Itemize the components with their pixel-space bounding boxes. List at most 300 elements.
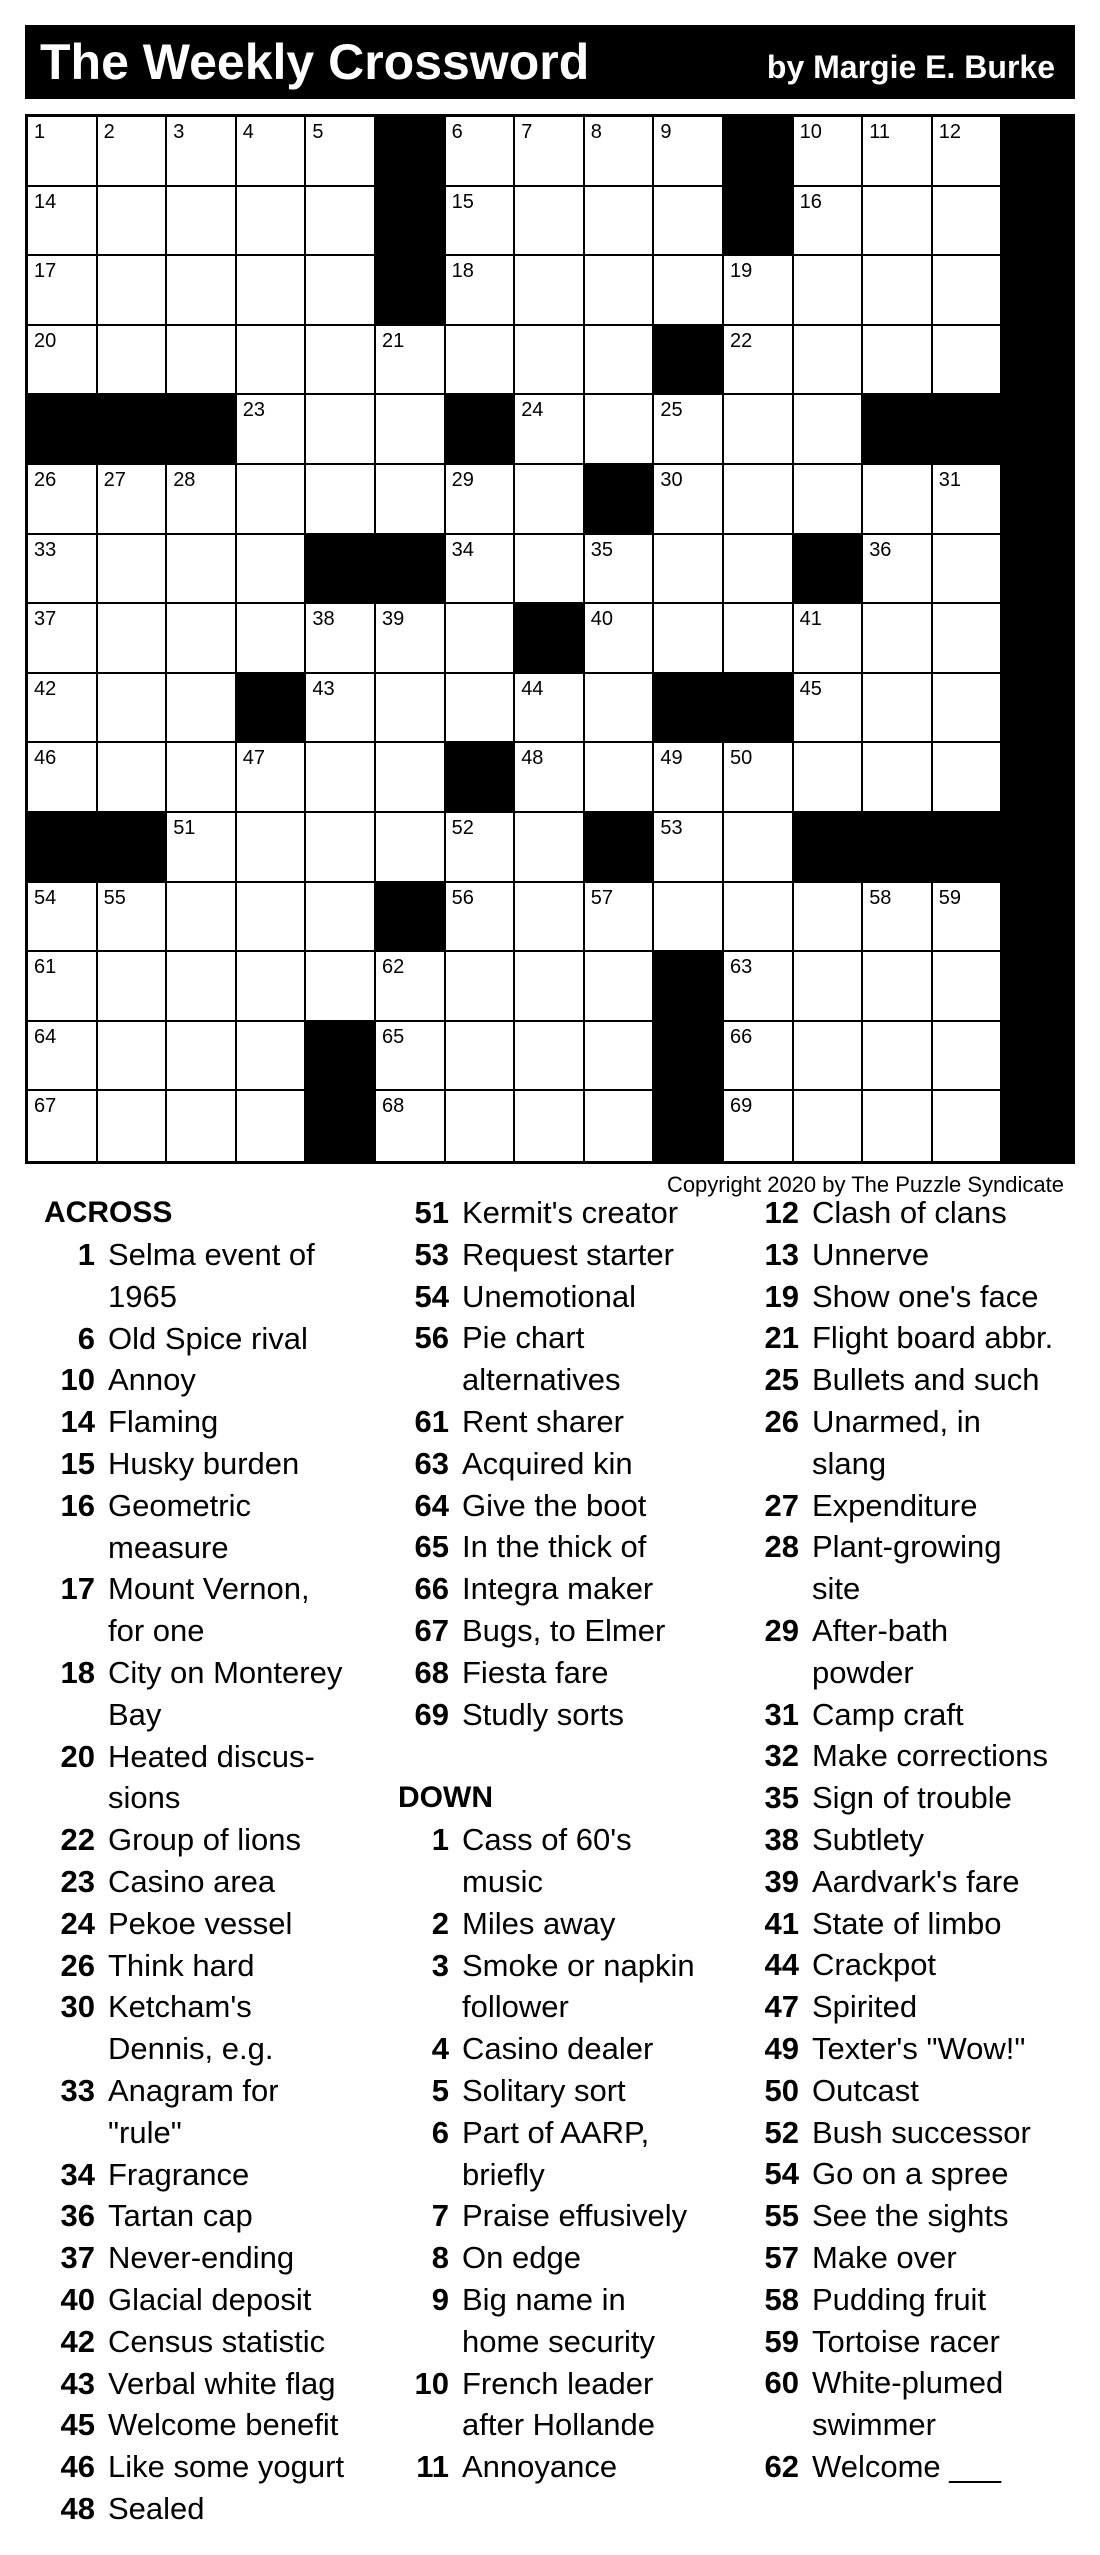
grid-cell[interactable] xyxy=(863,326,933,396)
grid-cell[interactable] xyxy=(98,952,168,1022)
cell-number: 37 xyxy=(34,608,57,631)
grid-cell[interactable] xyxy=(933,1091,1003,1161)
grid-cell[interactable] xyxy=(306,813,376,883)
grid-cell[interactable] xyxy=(446,535,516,605)
clue-text xyxy=(812,1401,1090,1485)
grid-cell[interactable] xyxy=(863,117,933,187)
clue-text xyxy=(462,1652,740,1694)
clue-text-line: Welcome benefit xyxy=(108,2407,339,2443)
grid-cell[interactable] xyxy=(515,813,585,883)
grid-cell[interactable] xyxy=(863,743,933,813)
clue-text xyxy=(108,2446,386,2488)
grid-cell[interactable] xyxy=(237,1091,307,1161)
grid-cell[interactable] xyxy=(585,535,655,605)
grid-cell[interactable] xyxy=(28,117,98,187)
grid-cell[interactable] xyxy=(167,465,237,535)
grid-cell[interactable] xyxy=(98,674,168,744)
clue-item xyxy=(740,1861,1090,1903)
grid-cell-black xyxy=(376,117,446,187)
grid-cell[interactable] xyxy=(515,187,585,257)
clue-item xyxy=(36,1945,386,1987)
grid-cell[interactable] xyxy=(654,256,724,326)
grid-cell[interactable] xyxy=(446,117,516,187)
grid-cell[interactable] xyxy=(585,1022,655,1092)
grid-cell[interactable] xyxy=(237,1022,307,1092)
grid-cell[interactable] xyxy=(654,117,724,187)
cell-number: 57 xyxy=(590,886,614,909)
grid-cell[interactable] xyxy=(794,1091,864,1161)
grid-cell[interactable] xyxy=(28,743,98,813)
grid-cell[interactable] xyxy=(724,395,794,465)
grid-cell[interactable] xyxy=(167,326,237,396)
grid-cell[interactable] xyxy=(446,326,516,396)
clue-text xyxy=(462,1317,740,1401)
clue-number: 57 xyxy=(764,2239,799,2275)
cell-number: 18 xyxy=(451,260,474,283)
grid-cell[interactable] xyxy=(515,743,585,813)
clue-item xyxy=(390,2195,740,2237)
grid-cell[interactable] xyxy=(376,326,446,396)
clue-text xyxy=(108,1945,386,1987)
grid-cell[interactable] xyxy=(863,883,933,953)
grid-cell[interactable] xyxy=(98,1091,168,1161)
grid-cell[interactable] xyxy=(724,604,794,674)
grid-cell[interactable] xyxy=(446,1022,516,1092)
clue-item xyxy=(740,1192,1090,1234)
grid-cell[interactable] xyxy=(863,465,933,535)
cell-number: 36 xyxy=(869,538,892,561)
grid-cell[interactable] xyxy=(446,813,516,883)
clue-number: 41 xyxy=(764,1905,799,1941)
clue-number: 58 xyxy=(764,2281,799,2317)
clue-text-line: Plant-growing xyxy=(812,1529,1002,1565)
grid-cell[interactable] xyxy=(585,1091,655,1161)
grid-cell-black xyxy=(585,813,655,883)
clue-item xyxy=(740,1276,1090,1318)
grid-cell[interactable] xyxy=(654,395,724,465)
grid-cell[interactable] xyxy=(933,187,1003,257)
grid-cell[interactable] xyxy=(28,674,98,744)
grid-cell[interactable] xyxy=(98,1022,168,1092)
grid-cell[interactable] xyxy=(585,326,655,396)
clue-number: 37 xyxy=(60,2240,95,2276)
cell-number: 39 xyxy=(382,608,405,631)
puzzle-title: The Weekly Crossword xyxy=(40,34,590,90)
grid-cell-black xyxy=(724,117,794,187)
grid-cell[interactable] xyxy=(306,256,376,326)
grid-cell[interactable] xyxy=(724,326,794,396)
grid-cell[interactable] xyxy=(446,604,516,674)
grid-cell[interactable] xyxy=(515,535,585,605)
grid-cell[interactable] xyxy=(446,952,516,1022)
grid-cell[interactable] xyxy=(794,326,864,396)
grid-cell[interactable] xyxy=(933,326,1003,396)
clue-text-line: Solitary sort xyxy=(462,2072,626,2108)
clue-number: 28 xyxy=(764,1529,799,1565)
grid-cell[interactable] xyxy=(933,604,1003,674)
clue-text xyxy=(812,2070,1090,2112)
grid-cell[interactable] xyxy=(237,465,307,535)
grid-cell[interactable] xyxy=(515,465,585,535)
grid-cell[interactable] xyxy=(237,883,307,953)
clue-number: 52 xyxy=(764,2114,799,2150)
grid-cell[interactable] xyxy=(98,604,168,674)
grid-cell[interactable] xyxy=(98,535,168,605)
clue-text-line: Request starter xyxy=(462,1236,674,1272)
cell-number: 69 xyxy=(730,1095,753,1118)
clue-text-line: Sign of trouble xyxy=(812,1780,1012,1816)
grid-cell[interactable] xyxy=(585,743,655,813)
clue-item xyxy=(740,1735,1090,1777)
grid-cell[interactable] xyxy=(28,465,98,535)
clue-text-line: Annoy xyxy=(108,1362,196,1398)
clue-text-line: Flaming xyxy=(108,1404,219,1440)
grid-cell[interactable] xyxy=(933,256,1003,326)
clue-number: 18 xyxy=(60,1654,95,1690)
clue-item xyxy=(390,1694,740,1736)
grid-cell[interactable] xyxy=(167,604,237,674)
grid-cell[interactable] xyxy=(376,395,446,465)
grid-cell[interactable] xyxy=(794,187,864,257)
grid-cell[interactable] xyxy=(98,326,168,396)
grid-cell[interactable] xyxy=(167,1022,237,1092)
grid-cell[interactable] xyxy=(28,256,98,326)
grid-cell[interactable] xyxy=(28,1091,98,1161)
grid-cell[interactable] xyxy=(515,883,585,953)
clue-text xyxy=(108,2237,386,2279)
clue-text-line: Studly sorts xyxy=(462,1696,624,1732)
clue-text xyxy=(812,1317,1090,1359)
clue-item xyxy=(390,1401,740,1443)
clue-item xyxy=(36,1568,386,1652)
clue-column-3 xyxy=(740,1192,1090,2488)
grid-cell[interactable] xyxy=(446,1091,516,1161)
grid-cell[interactable] xyxy=(585,952,655,1022)
clue-number: 3 xyxy=(431,1947,449,1983)
grid-cell[interactable] xyxy=(794,952,864,1022)
grid-cell[interactable] xyxy=(98,465,168,535)
grid-cell[interactable] xyxy=(306,743,376,813)
clue-text-line: Verbal white flag xyxy=(108,2365,336,2401)
cell-number: 11 xyxy=(869,121,890,143)
grid-cell[interactable] xyxy=(933,535,1003,605)
clue-text-line: Ketcham's xyxy=(108,1989,252,2025)
grid-cell[interactable] xyxy=(237,813,307,883)
grid-cell[interactable] xyxy=(585,395,655,465)
grid-cell[interactable] xyxy=(306,883,376,953)
clue-text-line: State of limbo xyxy=(812,1905,1002,1941)
clue-text xyxy=(462,1610,740,1652)
grid-cell[interactable] xyxy=(585,604,655,674)
grid-cell[interactable] xyxy=(654,535,724,605)
grid-cell[interactable] xyxy=(585,187,655,257)
grid-cell[interactable] xyxy=(446,187,516,257)
grid-cell[interactable] xyxy=(794,465,864,535)
grid-cell[interactable] xyxy=(585,117,655,187)
clue-item xyxy=(740,2028,1090,2070)
clue-text xyxy=(462,1276,740,1318)
grid-cell[interactable] xyxy=(237,117,307,187)
grid-cell[interactable] xyxy=(306,395,376,465)
grid-cell[interactable] xyxy=(724,952,794,1022)
grid-cell[interactable] xyxy=(794,883,864,953)
grid-cell[interactable] xyxy=(446,674,516,744)
grid-cell[interactable] xyxy=(515,395,585,465)
grid-cell[interactable] xyxy=(167,743,237,813)
clue-item xyxy=(390,1317,740,1401)
clue-text-line: Glacial deposit xyxy=(108,2281,312,2317)
grid-cell[interactable] xyxy=(724,256,794,326)
grid-cell[interactable] xyxy=(376,952,446,1022)
clue-number: 8 xyxy=(431,2240,449,2276)
clue-text xyxy=(108,2404,386,2446)
clue-text xyxy=(812,1610,1090,1694)
clue-text-line: Old Spice rival xyxy=(108,1320,308,1356)
clue-text-line: Group of lions xyxy=(108,1822,301,1858)
grid-cell[interactable] xyxy=(376,1022,446,1092)
grid-cell[interactable] xyxy=(167,952,237,1022)
grid-cell-black xyxy=(724,187,794,257)
grid-cell[interactable] xyxy=(654,743,724,813)
grid-cell[interactable] xyxy=(654,883,724,953)
clue-item xyxy=(390,2363,740,2447)
clue-text xyxy=(812,1694,1090,1736)
grid-cell[interactable] xyxy=(794,256,864,326)
grid-cell[interactable] xyxy=(446,465,516,535)
grid-cell[interactable] xyxy=(376,813,446,883)
cell-number: 31 xyxy=(938,469,962,491)
clue-text xyxy=(462,2237,740,2279)
clue-number: 68 xyxy=(414,1654,449,1690)
clue-item xyxy=(390,1443,740,1485)
grid-cell[interactable] xyxy=(167,256,237,326)
grid-cell[interactable] xyxy=(863,674,933,744)
clue-text xyxy=(812,1485,1090,1527)
grid-cell[interactable] xyxy=(515,117,585,187)
grid-cell[interactable] xyxy=(237,952,307,1022)
grid-cell[interactable] xyxy=(237,395,307,465)
grid-cell[interactable] xyxy=(863,1091,933,1161)
clue-number: 24 xyxy=(60,1905,95,1941)
clue-number: 40 xyxy=(60,2281,95,2317)
grid-cell[interactable] xyxy=(794,604,864,674)
clue-item xyxy=(36,2279,386,2321)
grid-cell[interactable] xyxy=(724,535,794,605)
grid-cell[interactable] xyxy=(237,187,307,257)
clue-item xyxy=(740,1234,1090,1276)
grid-cell[interactable] xyxy=(863,256,933,326)
clue-text xyxy=(462,1192,740,1234)
grid-cell[interactable] xyxy=(654,465,724,535)
grid-cell[interactable] xyxy=(863,952,933,1022)
grid-cell[interactable] xyxy=(306,674,376,744)
cell-number: 27 xyxy=(103,469,126,491)
clue-text xyxy=(108,2279,386,2321)
grid-cell[interactable] xyxy=(515,256,585,326)
grid-cell[interactable] xyxy=(376,674,446,744)
grid-cell[interactable] xyxy=(28,952,98,1022)
cell-number: 61 xyxy=(34,956,57,979)
grid-cell[interactable] xyxy=(237,535,307,605)
clue-item xyxy=(740,2112,1090,2154)
grid-cell-black xyxy=(98,395,168,465)
clue-number: 6 xyxy=(77,1320,95,1356)
grid-cell[interactable] xyxy=(306,465,376,535)
grid-cell[interactable] xyxy=(794,1022,864,1092)
grid-cell[interactable] xyxy=(654,187,724,257)
clue-text-line: Crackpot xyxy=(812,1947,937,1983)
grid-cell[interactable] xyxy=(98,883,168,953)
grid-cell[interactable] xyxy=(724,813,794,883)
grid-cell[interactable] xyxy=(933,743,1003,813)
grid-cell[interactable] xyxy=(98,117,168,187)
grid-cell[interactable] xyxy=(515,674,585,744)
grid-cell[interactable] xyxy=(167,117,237,187)
cell-number: 17 xyxy=(34,260,57,283)
grid-cell[interactable] xyxy=(306,117,376,187)
clue-number: 29 xyxy=(764,1612,799,1648)
grid-cell-black xyxy=(654,326,724,396)
grid-cell[interactable] xyxy=(167,674,237,744)
grid-cell[interactable] xyxy=(237,604,307,674)
grid-cell[interactable] xyxy=(585,674,655,744)
clue-text xyxy=(462,1694,740,1736)
grid-cell[interactable] xyxy=(28,604,98,674)
clue-number: 43 xyxy=(60,2365,95,2401)
grid-cell[interactable] xyxy=(724,743,794,813)
clue-item xyxy=(740,2153,1090,2195)
grid-cell[interactable] xyxy=(376,604,446,674)
grid-cell[interactable] xyxy=(654,604,724,674)
grid-cell[interactable] xyxy=(863,1022,933,1092)
clue-text-line: Tortoise racer xyxy=(812,2323,1000,2359)
grid-cell[interactable] xyxy=(863,187,933,257)
grid-cell[interactable] xyxy=(28,326,98,396)
grid-cell-black xyxy=(306,1022,376,1092)
grid-cell[interactable] xyxy=(306,326,376,396)
grid-cell[interactable] xyxy=(933,674,1003,744)
grid-cell[interactable] xyxy=(933,1022,1003,1092)
grid-cell[interactable] xyxy=(863,535,933,605)
grid-cell[interactable] xyxy=(933,465,1003,535)
grid-cell[interactable] xyxy=(794,117,864,187)
grid-cell[interactable] xyxy=(446,883,516,953)
clue-text xyxy=(462,2279,740,2363)
grid-cell-black xyxy=(446,743,516,813)
clue-text xyxy=(462,2070,740,2112)
grid-cell[interactable] xyxy=(237,743,307,813)
grid-cell[interactable] xyxy=(306,952,376,1022)
grid-cell[interactable] xyxy=(28,535,98,605)
grid-cell[interactable] xyxy=(585,883,655,953)
grid-cell[interactable] xyxy=(724,465,794,535)
cell-number: 8 xyxy=(590,121,602,143)
grid-cell[interactable] xyxy=(98,187,168,257)
cell-number: 48 xyxy=(521,747,544,770)
grid-cell[interactable] xyxy=(167,187,237,257)
clue-text-line: Make over xyxy=(812,2239,957,2275)
grid-cell[interactable] xyxy=(376,1091,446,1161)
grid-cell-black xyxy=(1002,187,1072,257)
grid-cell[interactable] xyxy=(515,326,585,396)
grid-cell[interactable] xyxy=(794,674,864,744)
grid-cell[interactable] xyxy=(167,1091,237,1161)
grid-cell[interactable] xyxy=(933,883,1003,953)
grid-cell[interactable] xyxy=(28,1022,98,1092)
grid-cell[interactable] xyxy=(376,743,446,813)
clue-item xyxy=(390,2237,740,2279)
grid-cell[interactable] xyxy=(167,883,237,953)
grid-cell[interactable] xyxy=(515,952,585,1022)
grid-cell[interactable] xyxy=(515,1091,585,1161)
clue-text-line: Show one's face xyxy=(812,1278,1039,1314)
grid-cell-black xyxy=(376,883,446,953)
clue-item xyxy=(740,1694,1090,1736)
grid-cell[interactable] xyxy=(98,743,168,813)
clue-number: 1 xyxy=(431,1822,449,1858)
grid-cell[interactable] xyxy=(724,1022,794,1092)
clue-item xyxy=(740,1903,1090,1945)
grid-cell[interactable] xyxy=(237,256,307,326)
clue-item xyxy=(36,2446,386,2488)
grid-cell[interactable] xyxy=(933,952,1003,1022)
grid-cell[interactable] xyxy=(237,326,307,396)
grid-cell[interactable] xyxy=(376,465,446,535)
grid-cell[interactable] xyxy=(794,395,864,465)
grid-cell[interactable] xyxy=(515,1022,585,1092)
clue-item xyxy=(36,2154,386,2196)
clue-text-line: Unnerve xyxy=(812,1236,930,1272)
clue-item xyxy=(740,2321,1090,2363)
clue-item xyxy=(740,1610,1090,1694)
grid-cell[interactable] xyxy=(98,256,168,326)
clue-text xyxy=(108,1819,386,1861)
clue-text xyxy=(812,2279,1090,2321)
grid-cell[interactable] xyxy=(28,883,98,953)
clue-item xyxy=(36,2363,386,2405)
grid-cell[interactable] xyxy=(167,813,237,883)
grid-cell[interactable] xyxy=(724,1091,794,1161)
grid-cell[interactable] xyxy=(585,256,655,326)
grid-cell[interactable] xyxy=(28,187,98,257)
clue-text xyxy=(462,1568,740,1610)
clue-text xyxy=(462,1401,740,1443)
clue-text xyxy=(108,1401,386,1443)
clue-item xyxy=(390,1652,740,1694)
clue-text xyxy=(812,2028,1090,2070)
clue-item xyxy=(390,1945,740,2029)
clue-number: 2 xyxy=(431,1905,449,1941)
grid-cell[interactable] xyxy=(306,604,376,674)
grid-cell[interactable] xyxy=(794,743,864,813)
grid-cell-black xyxy=(654,952,724,1022)
grid-cell[interactable] xyxy=(933,117,1003,187)
clue-text-line: Part of AARP, xyxy=(462,2114,650,2150)
grid-cell[interactable] xyxy=(306,187,376,257)
clue-number: 9 xyxy=(431,2281,449,2317)
grid-cell[interactable] xyxy=(167,535,237,605)
clue-text-line: On edge xyxy=(462,2240,581,2276)
clue-text-line: See the sights xyxy=(812,2198,1009,2234)
grid-cell-black xyxy=(1002,883,1072,953)
grid-cell[interactable] xyxy=(446,256,516,326)
clue-text xyxy=(108,1903,386,1945)
grid-cell[interactable] xyxy=(724,883,794,953)
grid-cell[interactable] xyxy=(863,604,933,674)
grid-cell[interactable] xyxy=(654,813,724,883)
clue-text xyxy=(108,2154,386,2196)
clue-number: 54 xyxy=(764,2156,799,2192)
